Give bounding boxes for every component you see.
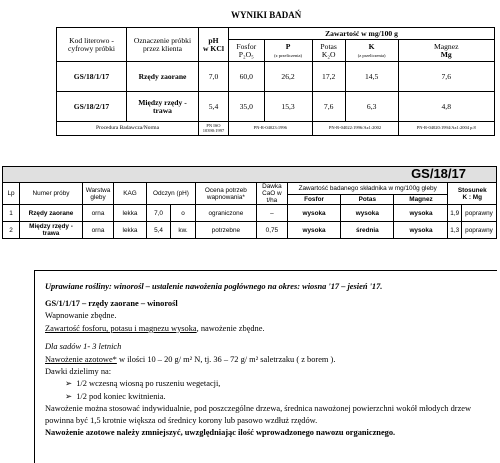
recommendation-text (34, 270, 497, 463)
table-row: 1 Rzędy zaorane orna lekka 7,0 o ograniczone – wysoka wysoka wysoka 1,9 poprawny (3, 205, 497, 222)
arrow-bullet-icon: ➢ (65, 391, 77, 401)
bullet-item: ➢ 1/2 pod koniec kwitnienia. (65, 391, 166, 401)
recommendation-heading: Uprawiane rośliny: winorośl – ustalenie nawożenia pogłównego na okres: wiosna '17 – jesień '17. (45, 282, 383, 291)
header-potas: Potas K₂O (312, 40, 345, 62)
header-p: P (z przeliczenia) (264, 40, 312, 62)
text-line: Nawożenie azotowe należy zmniejszyć, uwzględniając ilość wprowadzonego nawozu organicznego. (45, 428, 396, 438)
header-dawka: Dawka CaO w t/ha (256, 183, 287, 205)
header-zawartosc: Zawartość w mg/100 g (229, 28, 495, 40)
header-potas: Potas (341, 195, 394, 205)
header-oznaczenie: Oznaczenie próbki przez klienta (127, 28, 199, 62)
text-line: Nawożenie można stosować indywidualnie, pod poszczególne drzewa, średnica nawożonej powierzchni wokół młodych drzew powinna być 1,5 krotnie większa od średnicy korony lub pasowo wzdłuż rzędów. (45, 404, 472, 426)
header-warstwa: Warstwa gleby (83, 183, 114, 205)
text-line: Nawożenie azotowe* w ilości 10 – 20 g/ m² N, tj. 36 – 72 g/ m² saletrzaku ( z borem ). (45, 354, 336, 364)
table-row: GS/18/2/17 Między rzędy - trawa 5,4 35,0 15,3 7,6 6,3 4,8 (57, 92, 495, 122)
header-numer: Numer próby (20, 183, 83, 205)
text-line: Zawartość fosforu, potasu i magnezu wysoka, nawożenie zbędne. (45, 323, 265, 333)
header-ocena: Ocena potrzeb wapnowania* (195, 183, 256, 205)
header-fosfor: Fosfor (287, 195, 340, 205)
header-k: K (z przeliczenia) (345, 40, 398, 62)
assessment-table (2, 166, 497, 239)
results-table (56, 27, 495, 136)
header-kod: Kod literowo - cyfrowy próbki (57, 28, 127, 62)
header-lp: Lp (3, 183, 20, 205)
header-odczyn: Odczyn (pH) (147, 183, 196, 205)
table-row: 2 Między rzędy - trawa orna lekka 5,4 kw. potrzebne 0,75 wysoka średnia wysoka 1,3 poprawny (3, 222, 497, 239)
sample-code: GS/18/17 (3, 167, 497, 183)
header-ph: pH w KCl (199, 28, 229, 62)
header-stosunek: Stosunek K : Mg (448, 183, 497, 205)
table-norm-row: Procedura Badawcza/Norma PN ISO 10390:1997 PN-R-04023:1996 PN-R-04022:1996/Az1:2002 PN-R-04020:1994/Az1:2004 p.8 (57, 122, 495, 136)
header-fosfor: Fosfor P₂O₅ (229, 40, 265, 62)
header-magnez: Magnez (394, 195, 448, 205)
arrow-bullet-icon: ➢ (65, 379, 77, 389)
header-zawartosc: Zawartość badanego składnika w mg/100g gleby (287, 183, 448, 195)
header-kag: KAG (114, 183, 147, 205)
sample-subheading: GS/1/1/17 – rzędy zaorane – winorośl (45, 299, 178, 308)
text-line: Dla sadów 1- 3 letnich (45, 342, 122, 352)
bullet-item: ➢ 1/2 wczesną wiosną po ruszeniu wegetacji, (65, 379, 221, 389)
text-line: Dawki dzielimy na: (45, 367, 112, 377)
header-magnez: Magnez Mg (398, 40, 495, 62)
report-title: WYNIKI BADAŃ (231, 10, 302, 20)
text-line: Wapnowanie zbędne. (45, 311, 117, 321)
table-row: GS/18/1/17 Rzędy zaorane 7,0 60,0 26,2 17,2 14,5 7,6 (57, 62, 495, 92)
